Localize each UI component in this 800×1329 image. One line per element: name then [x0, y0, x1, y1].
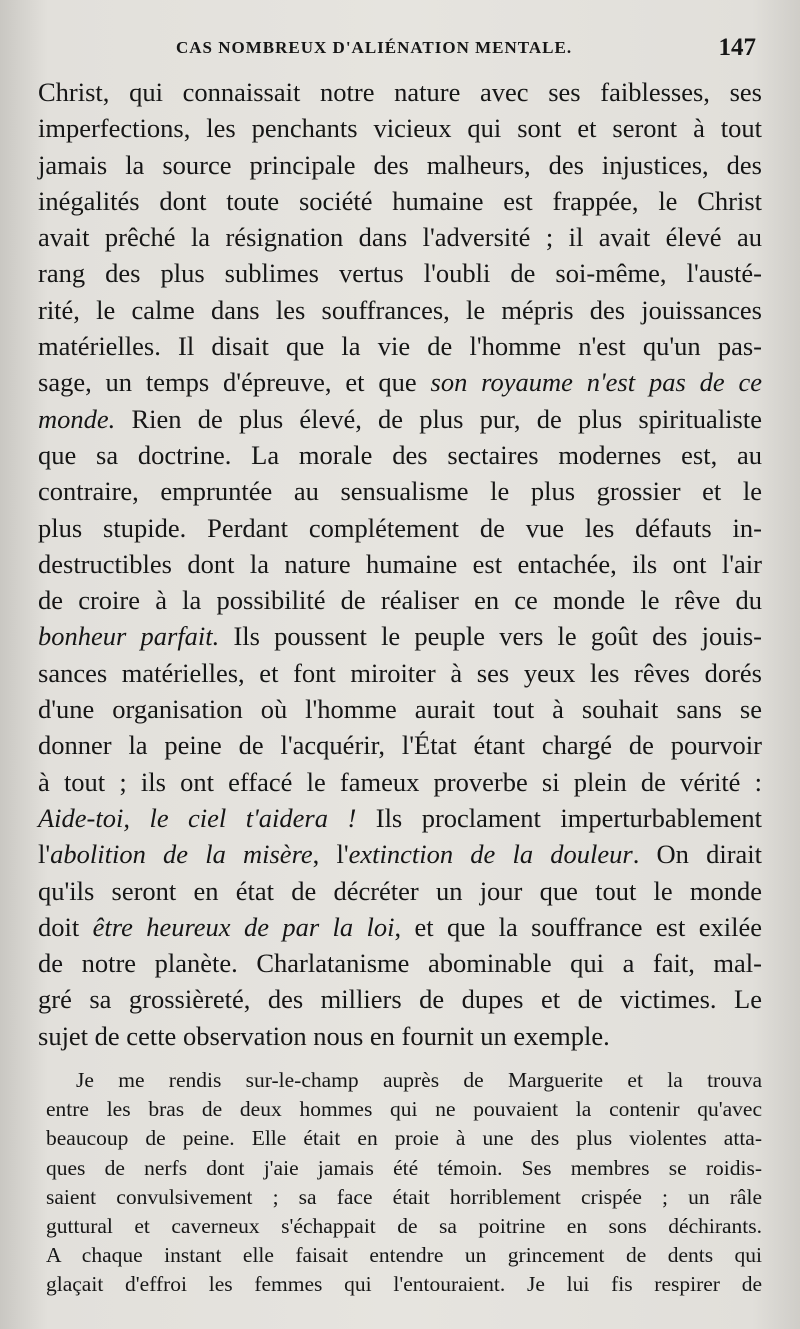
- text-line: avait prêché la résignation dans l'adversité ; il avait élevé au: [38, 222, 762, 253]
- italic-phrase: monde.: [38, 403, 116, 434]
- text-line-mixed: [38, 364, 762, 400]
- main-paragraph: [38, 74, 762, 1054]
- text-line: de notre planète. Charlatanisme abominable qui a fait, mal-: [38, 948, 762, 979]
- text-fragment: Ils poussent le peuple vers le goût des jouis-: [219, 621, 762, 652]
- text-line: beaucoup de peine. Elle était en proie à une des plus violentes atta-: [46, 1126, 762, 1151]
- text-line: imperfections, les penchants vicieux qui sont et seront à tout: [38, 113, 762, 144]
- text-line: rité, le calme dans les souffrances, le mépris des jouissances: [38, 294, 762, 325]
- text-line: Je me rendis sur-le-champ auprès de Marguerite et la trouva: [76, 1068, 762, 1092]
- text-line: A chaque instant elle faisait entendre un grincement de dents qui: [46, 1243, 762, 1268]
- text-line: contraire, empruntée au sensualisme le plus grossier et le: [38, 476, 762, 507]
- text-line: plus stupide. Perdant complétement de vue les défauts in-: [38, 512, 762, 543]
- text-line: d'une organisation où l'homme aurait tout à souhait sans se: [38, 694, 762, 725]
- text-fragment: . On dirait: [632, 839, 763, 870]
- italic-phrase: abolition de la misère: [50, 839, 313, 870]
- text-fragment: doit: [38, 911, 93, 942]
- text-line: ques de nerfs dont j'aie jamais été témoin. Ses membres se roidis-: [46, 1155, 762, 1180]
- text-line: à tout ; ils ont effacé le fameux proverbe si plein de vérité :: [38, 766, 762, 797]
- text-fragment: l': [38, 839, 51, 870]
- text-line: saient convulsivement ; sa face était horriblement crispée ; un râle: [46, 1184, 762, 1209]
- text-line: guttural et caverneux s'échappait de sa poitrine en sons déchirants.: [46, 1214, 762, 1239]
- text-line: matérielles. Il disait que la vie de l'homme n'est qu'un pas-: [38, 331, 762, 362]
- text-line: gré sa grossièreté, des milliers de dupes et de victimes. Le: [38, 984, 762, 1015]
- page-number: 147: [718, 34, 756, 61]
- text-line-mixed: [38, 909, 762, 945]
- italic-phrase: son royaume n'est pas de ce: [430, 367, 762, 398]
- text-fragment: sage, un temps d'épreuve, et que: [38, 367, 431, 398]
- italic-phrase: bonheur parfait.: [38, 621, 220, 652]
- text-line: sances matérielles, et font miroiter à ses yeux les rêves dorés: [38, 657, 762, 688]
- text-fragment: , et que la souffrance est exilée: [394, 911, 762, 942]
- text-line: de croire à la possibilité de réaliser en ce monde le rêve du: [38, 585, 762, 616]
- text-line: Christ, qui connaissait notre nature avec ses faiblesses, ses: [38, 77, 762, 107]
- text-line-mixed: [38, 618, 762, 654]
- italic-phrase: être heureux de par la loi: [92, 911, 395, 942]
- text-line: que sa doctrine. La morale des sectaires modernes est, au: [38, 439, 762, 470]
- text-line: glaçait d'effroi les femmes qui l'entouraient. Je lui fis respirer de: [46, 1272, 762, 1297]
- italic-phrase: Aide-toi, le ciel t'aidera !: [38, 802, 357, 833]
- text-line: inégalités dont toute société humaine est frappée, le Christ: [38, 185, 762, 216]
- text-line: entre les bras de deux hommes qui ne pouvaient la contenir qu'avec: [46, 1097, 762, 1122]
- running-title: CAS NOMBREUX D'ALIÉNATION MENTALE.: [176, 38, 573, 57]
- text-line: donner la peine de l'acquérir, l'État étant chargé de pourvoir: [38, 730, 762, 761]
- text-fragment: Rien de plus élevé, de plus pur, de plus spiritualiste: [115, 403, 762, 434]
- running-head: [176, 34, 760, 64]
- text-line: rang des plus sublimes vertus l'oubli de soi-même, l'austé-: [38, 258, 762, 289]
- text-line-mixed: [38, 836, 762, 872]
- text-line: sujet de cette observation nous en fournit un exemple.: [38, 1020, 610, 1051]
- text-line-mixed: [38, 401, 762, 437]
- text-fragment: , l': [312, 839, 349, 870]
- italic-phrase: extinction de la douleur: [348, 839, 633, 870]
- text-fragment: Ils proclament imperturbablement: [356, 802, 763, 833]
- text-line-mixed: [38, 800, 762, 836]
- text-line: destructibles dont la nature humaine est entachée, ils ont l'air: [38, 548, 762, 579]
- text-line: qu'ils seront en état de décréter un jour que tout le monde: [38, 875, 762, 906]
- observation-paragraph: [46, 1066, 762, 1300]
- text-line: jamais la source principale des malheurs, des injustices, des: [38, 149, 762, 180]
